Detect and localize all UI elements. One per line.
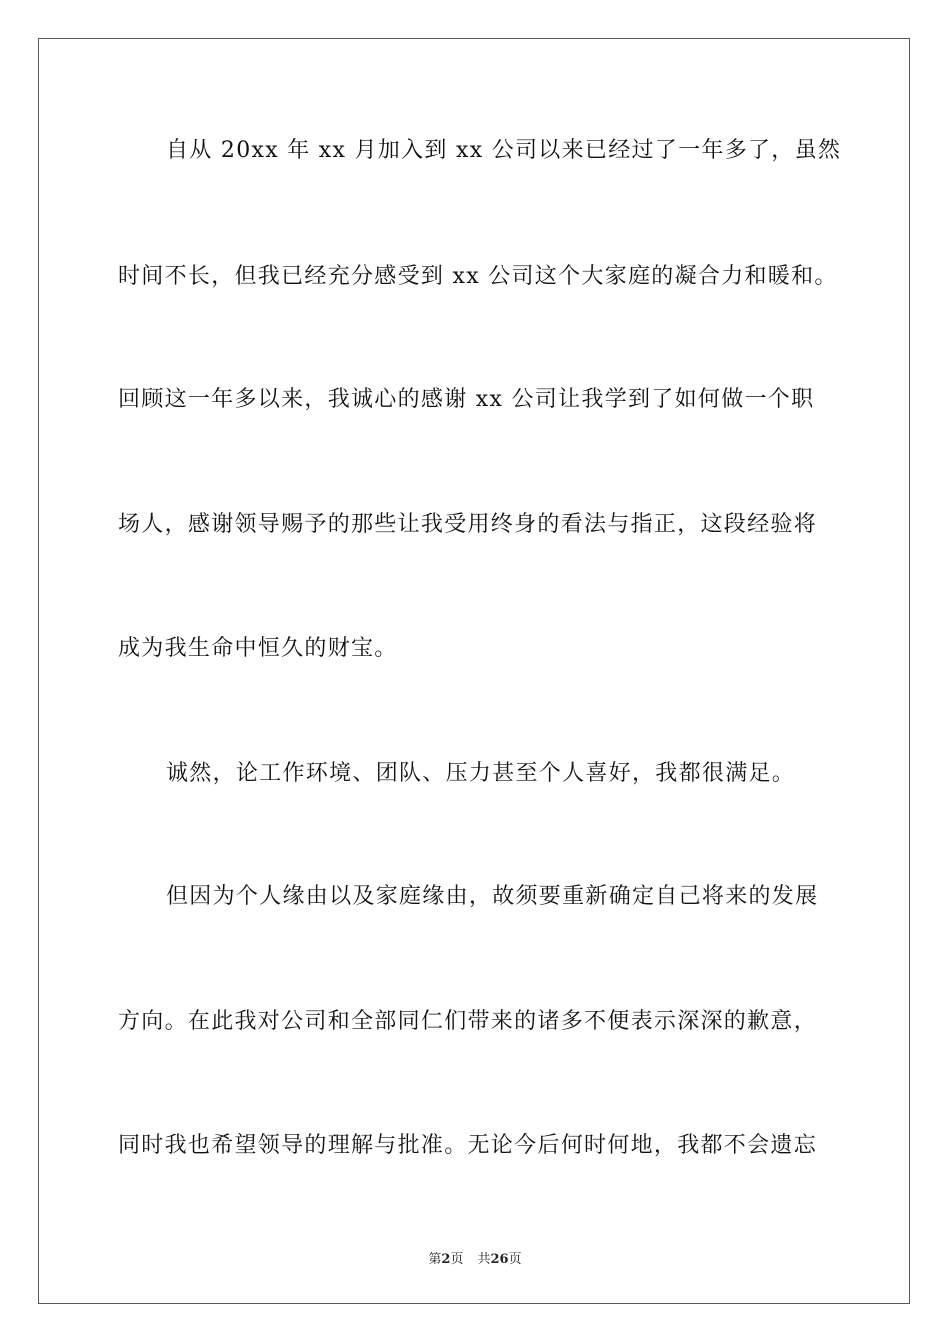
page-footer <box>0 1248 950 1267</box>
page-prefix: 第 <box>428 1252 442 1267</box>
page-border <box>38 38 910 1304</box>
paragraph-3-line-1: 但因为个人缘由以及家庭缘由，故须要重新确定自己将来的发展 <box>166 884 819 909</box>
paragraph-1-line-3: 回顾这一年多以来，我诚心的感谢 xx 公司让我学到了如何做一个职 <box>118 387 815 412</box>
total-suffix: 页 <box>508 1252 522 1267</box>
total-prefix: 共 <box>477 1252 491 1267</box>
paragraph-1-line-2: 时间不长，但我已经充分感受到 xx 公司这个大家庭的凝合力和暖和。 <box>118 264 838 289</box>
paragraph-3-line-2: 方向。在此我对公司和全部同仁们带来的诸多不便表示深深的歉意， <box>118 1009 818 1034</box>
page-number: 2 <box>441 1252 451 1267</box>
page-suffix: 页 <box>450 1252 464 1267</box>
paragraph-1-line-1: 自从 20xx 年 xx 月加入到 xx 公司以来已经过了一年多了，虽然 <box>166 138 842 163</box>
total-pages: 26 <box>490 1252 509 1267</box>
paragraph-1-line-5: 成为我生命中恒久的财宝。 <box>118 636 398 661</box>
paragraph-1-line-4: 场人，感谢领导赐予的那些让我受用终身的看法与指正，这段经验将 <box>118 512 818 537</box>
paragraph-3-line-3: 同时我也希望领导的理解与批准。无论今后何时何地，我都不会遗忘 <box>118 1133 818 1158</box>
paragraph-2-line-1: 诚然，论工作环境、团队、压力甚至个人喜好，我都很满足。 <box>166 761 796 786</box>
